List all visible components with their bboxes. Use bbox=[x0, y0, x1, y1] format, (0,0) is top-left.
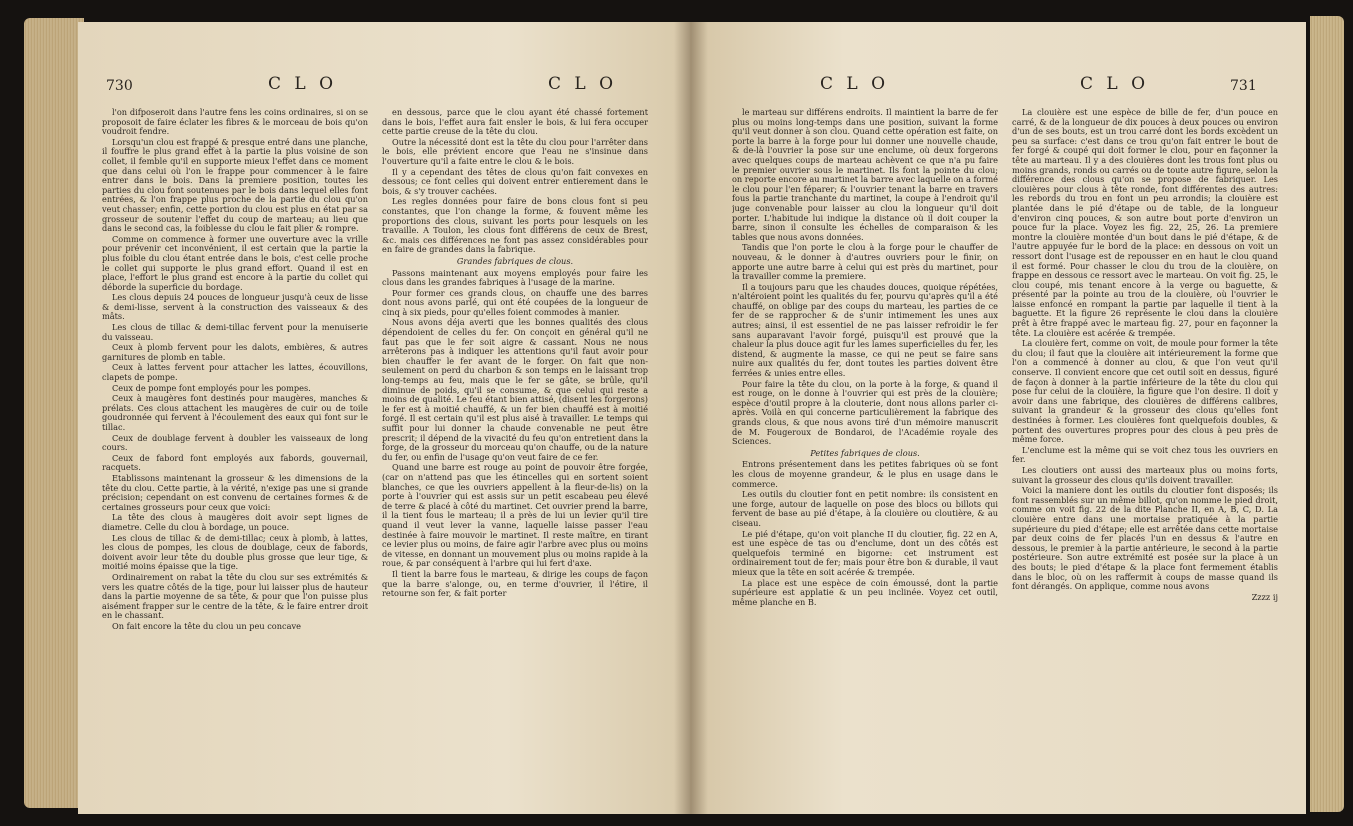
book-gutter bbox=[674, 22, 708, 814]
paragraph: en dessous, parce que le clou ayant été chassé fortement dans le bois, l'effet aura fait ensler le bois, & lui fera occuper cette partie creuse de la tête du clou. bbox=[382, 108, 648, 137]
paragraph: Nous avons déja averti que les bonnes qualités des clous dépendoient de celles du fer. On conçoit en général qu'il ne faut pas que le fer soit aigre & cassant. Nous ne nous arrêterons pas à indiquer les attentions qu'il faut avoir pour bien chauffer le fer avant de le forger. On fait que non-seulement on perd du charbon & son temps en le laissant trop long-temps au feu, mais que le fer se gâte, se brûle, qu'il diminue de poids, qu'il se consume, & que celui qui reste a moins de qualité. Le feu étant bien attisé, (disent les forgerons) le fer est à moitié chauffé, & un fer bien chauffé est à moitié forgé. Il est certain qu'il est plus aisé à travailler. Le temps qui suffit pour lui donner la chaude convenable ne peut être prescrit; il dépend de la vivacité du feu qu'on entretient dans la forge, de la grosseur du morceau qu'on chauffe, ou de la nature du fer, ou enfin de l'usage qu'on veut faire de ce fer. bbox=[382, 317, 648, 462]
paragraph: Quand une barre est rouge au point de pouvoir être forgée, (car on n'attend pas que les étincelles qui en sortent soient blanches, ce que les ouvriers appellent à la fleur-de-lis) on la porte à l'ouvrier qui est assis sur un petit escabeau peu élevé de terre & placé à côté du martinet. Cet ouvrier prend la barre, il la tient fous le marteau; il a près de lui un levier qu'il tire quand il veut lever la vanne, laquelle laisse passer l'eau destinée à faire mouvoir le martinet. Il reste maître, en tirant ce levier plus ou moins, de faire agir l'arbre avec plus ou moins de vitesse, en donnant un mouvement plus ou moins rapide à la roue, & par conséquent à l'arbre qui lui fert d'axe. bbox=[382, 462, 648, 569]
paragraph: Etablissons maintenant la grosseur & les dimensions de la tête du clou. Cette partie, à la vérité, n'exige pas une si grande précision; cependant on est convenu de certaines formes & de certaines grosseurs pour ceux que voici: bbox=[102, 472, 368, 512]
right-running-head-1: C L O bbox=[820, 74, 890, 94]
paragraph: Les clous de tillac & demi-tillac fervent pour la menuiserie du vaisseau. bbox=[102, 322, 368, 342]
right-page bbox=[690, 22, 1306, 814]
paragraph: L'enclume est la même qui se voit chez tous les ouvriers en fer. bbox=[1012, 444, 1278, 465]
paragraph: le marteau sur différens endroits. Il maintient la barre de fer plus ou moins long-temps dans une position, suivant la forme qu'il veut donner à son clou. Quand cette opération est faite, on porte la barre à la forge pour lui donner une nouvelle chaude, & de-là l'ouvrier la pose sur une enclume, où deux forgerons avec quelques coups de marteau achèvent ce que n'a pu faire le premier ouvrier sous le martinet. Ils font la pointe du clou; on reporte encore au martinet la barre avec laquelle on a formé le clou pour l'en féparer; & l'ouvrier tenant la barre en travers fous la partie tranchante du martinet, la coupe à l'endroit qu'il juge convenable pour laisser au clou la longueur qu'il doit porter. L'habitude lui indique la distance où il doit couper la barre, sinon il consulte les échelles de comparaison & les tables que nous avons données. bbox=[732, 108, 998, 242]
left-column-2 bbox=[382, 108, 648, 800]
left-page bbox=[78, 22, 690, 814]
paragraph: Les cloutiers ont aussi des marteaux plus ou moins forts, suivant la grosseur des clous qu'ils doivent travailler. bbox=[1012, 464, 1278, 485]
paragraph: Voici la maniere dont les outils du cloutier font disposés; ils font rassemblés sur un même billot, qu'on nomme le pied droit, comme on voit fig. 22 de la dite Planche II, en A, B, C, D. La clouière entre dans une mortaise pratiquée à la partie supérieure du pied d'étape; elle est arrêtée dans cette mortaise par deux coins de fer placés l'un en dessus & l'autre en dessous, le premier à la partie antérieure, le second à la partie postérieure. Son autre extrémité est posée sur la place à un des bouts; le pied d'étape & la place font fermement établis dans le bloc, où on les raffermit à coups de masse quand ils font dérangés. On applique, comme nous avons bbox=[1012, 485, 1278, 592]
paragraph: Tandis que l'on porte le clou à la forge pour le chauffer de nouveau, & le donner à d'autres ouvriers pour le finir, on apporte une autre barre à celui qui est près du martinet, pour la travailler comme la premiere. bbox=[732, 242, 998, 282]
paragraph: Il y a cependant des têtes de clous qu'on fait convexes en dessous; ce font celles qui doivent entrer entierement dans le bois, & s'y trouver cachées. bbox=[382, 166, 648, 196]
right-page-header bbox=[690, 74, 1306, 100]
paragraph: Ceux à plomb fervent pour les dalots, embières, & autres garnitures de plomb en table. bbox=[102, 342, 368, 362]
section-heading: Grandes fabriques de clous. bbox=[456, 255, 574, 266]
paragraph: Pour faire la tête du clou, on la porte à la forge, & quand il est rouge, on le donne à l'ouvrier qui est près de la clouière; espèce d'outil propre à la clouterie, dont nous allons parler ci-après. Voilà en qui concerne particulièrement la fabrique des grands clous, & que nous avons tiré d'un mémoire manuscrit de M. Fougeroux de Bondaroi, de l'Académie royale des Sciences. bbox=[732, 378, 998, 447]
right-column-2 bbox=[1012, 108, 1278, 800]
paragraph: Les clous de tillac & de demi-tillac; ceux à plomb, à lattes, les clous de pompes, les clous de doublage, ceux de fabords, doivent avoir leur tête du double plus grosse que leur tige, & moitié moins épaisse que la tige. bbox=[102, 532, 368, 572]
paragraph: Ordinairement on rabat la tête du clou sur ses extrémités & vers les quatre côtés de la tige, pour lui laisser plus de hauteur dans la partie moyenne de sa tête, & pour que l'on puisse plus aisément frapper sur le centre de la tête, & le faire entrer droit en le chassant. bbox=[102, 571, 368, 621]
right-column-1 bbox=[732, 108, 998, 800]
paragraph: Les regles données pour faire de bons clous font si peu constantes, que l'on change la forme, & fouvent même les proportions des clous, suivant les ports pour lesquels on les travaille. A Toulon, les clous font différens de ceux de Brest, &c. mais ces différences ne font pas assez considérables pour en faire de grandes dans la fabrique. bbox=[382, 196, 648, 255]
left-page-header bbox=[78, 74, 690, 100]
paragraph: Le pié d'étape, qu'on voit planche II du cloutier, fig. 22 en A, est une espèce de tas ou d'enclume, dont un des côtés est quelquefois terminé en bigorne: cet instrument est ordinairement tout de fer; mais pour être bon & durable, il vaut mieux que la tête en soit acérée & trempée. bbox=[732, 528, 998, 577]
paragraph: La clouière est une espèce de bille de fer, d'un pouce en carré, & de la longueur de dix pouces à deux pouces ou environ d'un de ses bouts, est un trou carré dont les bords excèdent un peu sa surface: c'est dans ce trou qu'on fait entrer le bout de fer forgé & coupé qui doit former le clou, pour en façonner la tête au marteau. Il y a des clouières dont les trous font plus ou moins grands, ronds ou carrés ou de toute autre figure, selon la différence des clous qu'on se propose de fabriquer. Les clouières pour clous à tête ronde, font différentes des autres: les rebords du trou en font un peu arrondis; la clouière est plantée dans le pié d'étape ou de table, de la longueur d'environ cinq pouces, & son autre bout porte d'environ un pouce fur la place. Voyez les fig. 22, 25, 26. La premiere montre la clouière montée d'un bout dans le pié d'étape, & de l'autre appuyée fur le bord de la place: en dessous on voit un ressort dont l'usage est de repousser en en haut le clou quand il est formé. Pour chasser le clou du trou de la clouière, on frappe en dessous ce ressort avec le marteau. On voit fig. 25, le clou coupé, mis tenant encore à la verge ou baguette, & présenté par la pointe au trou de la clouière, où l'ouvrier le laisse enfoncé en rompant la partie par laquelle il tient à la baguette. Et la figure 26 représente le clou dans la clouière prêt à être frappé avec le marteau fig. 27, pour en façonner la tête. La clouière est acérée & trempée. bbox=[1012, 108, 1278, 338]
paragraph: La clouière fert, comme on voit, de moule pour former la tête du clou; il faut que la clouière ait intérieurement la forme que l'on a commencé à donner au clou, & que l'on veut qu'il conserve. Il convient encore que cet outil soit en dessus, figuré de façon à donner à la partie inférieure de la tête du clou qui pose fur celui de la clouière, la figure que l'on desire. Il doit y avoir dans une fabrique, des clouières de différens calibres, suivant la grandeur & la grosseur des clous qu'elles font destinées à former. Les clouières font quelquefois doubles, & portent des ouvertures propres pour des clous à peu près de même force. bbox=[1012, 338, 1278, 445]
paragraph: Entrons présentement dans les petites fabriques où se font les clous de moyenne grandeur, & le plus en usage dans le commerce. bbox=[732, 459, 998, 489]
left-column-1 bbox=[102, 108, 368, 800]
paragraph: Outre la nécessité dont est la tête du clou pour l'arrêter dans le bois, elle prévient encore que l'eau ne s'insinue dans l'ouverture qu'il a faite entre le clou & le bois. bbox=[382, 136, 648, 166]
right-page-edges bbox=[1310, 16, 1344, 812]
right-running-head-2: C L O bbox=[1080, 74, 1150, 94]
paragraph: Passons maintenant aux moyens employés pour faire les clous dans les grandes fabriques à l'usage de la marine. bbox=[382, 267, 648, 288]
paragraph: Les outils du cloutier font en petit nombre: ils consistent en une forge, autour de laquelle on pose des blocs ou billots qui fervent de base au pié d'étape, à la clouière ou cloutière, & au ciseau. bbox=[732, 489, 998, 528]
paragraph: La tête des clous à maugères doit avoir sept lignes de diametre. Celle du clou à bordage, un pouce. bbox=[102, 512, 368, 532]
left-running-head-1: C L O bbox=[268, 74, 338, 94]
signature-mark: Zzzz ij bbox=[1251, 591, 1278, 602]
paragraph: Comme on commence à former une ouverture avec la vrille pour prévenir cet inconvénient, il est certain que la partie la plus foible du clou étant entrée dans le bois, c'est celle proche le collet qui supporte le plus grand effort. Quand il est en place, l'effort le plus grand est encore à la partie du collet qui déborde la superficie du bordage. bbox=[102, 233, 368, 292]
left-page-edges bbox=[24, 18, 84, 808]
paragraph: Ceux à maugères font destinés pour maugères, manches & prélats. Ces clous attachent les maugères de cuir ou de toile goudronnée qui fervent à l'écoulement des eaux qui font sur le tillac. bbox=[102, 393, 368, 432]
paragraph: Ceux de doublage fervent à doubler les vaisseaux de long cours. bbox=[102, 432, 368, 453]
left-running-head-2: C L O bbox=[548, 74, 618, 94]
paragraph: On fait encore la tête du clou un peu concave bbox=[112, 620, 301, 631]
paragraph: l'on difposeroit dans l'autre fens les coins ordinaires, si on se proposoit de faire éclater les fibres & le morceau de bois qu'on voudroit fendre. bbox=[102, 108, 368, 137]
paragraph: Il a toujours paru que les chaudes douces, quoique répétées, n'altéroient point les qualités du fer, pourvu qu'après qu'il a été chauffé, on oblige par des coups du marteau, les parties de ce fer de se rapprocher & de s'unir intimement les unes aux autres; ainsi, il est essentiel de ne pas laisser refroidir le fer sans auparavant l'avoir forgé, puisqu'il est prouvé que la chaleur la plus douce agit fur les lames superficielles du fer, les distend, & augmente la masse, ce qui ne peut se faire sans nuire aux qualités du fer, dont toutes les parties doivent être ferrées & unies entre elles. bbox=[732, 281, 998, 379]
paragraph: Lorsqu'un clou est frappé & presque entré dans une planche, il fouffre le plus grand effet à la partie la plus voisine de son collet, il femble qu'il en supporte mieux l'effet dans ce moment que dans celui où l'on le frappe pour commencer à le faire entrer dans le bois. Dans la premiere position, toutes les parties du clou font soutenues par le bois dans lequel elles font entrées, & l'on frappe plus proche de la partie du clou qu'on veut chasser; enfin, cette portion du clou est plus en état par sa grosseur de soutenir l'effet du coup de marteau; au lieu que dans le second cas, la foiblesse du clou le fait plier & rompre. bbox=[102, 136, 368, 234]
left-page-number: 730 bbox=[106, 78, 133, 94]
section-heading: Petites fabriques de clous. bbox=[810, 447, 920, 458]
paragraph: Les clous depuis 24 pouces de longueur jusqu'à ceux de lisse & demi-lisse, servent à la construction des vaisseaux & des mâts. bbox=[102, 292, 368, 322]
paragraph: Il tient la barre fous le marteau, & dirige les coups de façon que la barre s'alonge, ou, en terme d'ouvrier, il l'étire, il retourne son fer, & fait porter bbox=[382, 568, 648, 599]
paragraph: La place est une espèce de coin émoussé, dont la partie supérieure est applatie & un peu inclinée. Voyez cet outil, même planche en B. bbox=[732, 577, 998, 607]
right-page-number: 731 bbox=[1230, 78, 1257, 94]
book-spread bbox=[14, 6, 1344, 822]
paragraph: Ceux à lattes fervent pour attacher les lattes, écouvillons, clapets de pompe. bbox=[102, 362, 368, 383]
paragraph: Pour former ces grands clous, on chauffe une des barres dont nous avons parlé, qui ont été coupées de la longueur de cinq à six pieds, pour qu'elles foient commodes à manier. bbox=[382, 287, 648, 317]
paragraph: Ceux de pompe font employés pour les pompes. bbox=[112, 382, 311, 393]
paragraph: Ceux de fabord font employés aux fabords, gouvernail, racquets. bbox=[102, 452, 368, 473]
